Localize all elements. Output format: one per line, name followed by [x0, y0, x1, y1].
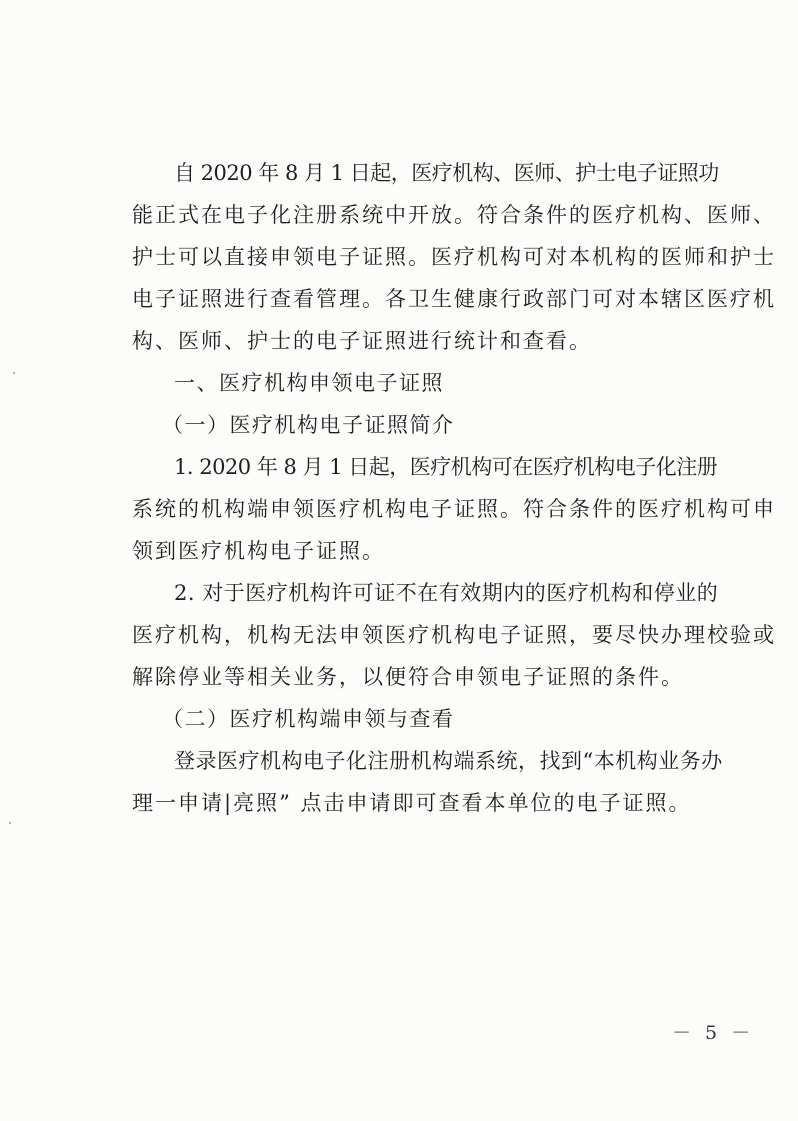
paragraph-line: 1. 2020 年 8 月 1 日起，医疗机构可在医疗机构电子化注册: [174, 455, 718, 479]
subsection-heading: （二）医疗机构端申领与查看: [162, 707, 455, 731]
page-number: － 5 －: [672, 1022, 755, 1044]
paragraph-line: 护士可以直接申领电子证照。医疗机构可对本机构的医师和护士: [132, 245, 776, 269]
paragraph-line: 登录医疗机构电子化注册机构端系统，找到“本机构业务办: [174, 749, 723, 773]
paragraph-line: 构、医师、护士的电子证照进行统计和查看。: [132, 329, 592, 353]
section-heading: 一、医疗机构申领电子证照: [174, 371, 444, 395]
scan-speck: [9, 822, 11, 824]
scan-speck: [13, 372, 15, 374]
subsection-heading: （一）医疗机构电子证照简介: [162, 413, 455, 437]
paragraph-line: 解除停业等相关业务，以便符合申领电子证照的条件。: [132, 665, 684, 689]
paragraph-line: 医疗机构，机构无法申领医疗机构电子证照，要尽快办理校验或: [132, 623, 776, 647]
paragraph-line: 2. 对于医疗机构许可证不在有效期内的医疗机构和停业的: [174, 581, 719, 605]
paragraph-line: 系统的机构端申领医疗机构电子证照。符合条件的医疗机构可申: [132, 497, 776, 521]
paragraph-line: 电子证照进行查看管理。各卫生健康行政部门可对本辖区医疗机: [132, 287, 776, 311]
paragraph-line: 理一申请|亮照” 点击申请即可查看本单位的电子证照。: [132, 791, 692, 815]
paragraph-line: 领到医疗机构电子证照。: [132, 539, 385, 563]
paragraph-line: 自 2020 年 8 月 1 日起，医疗机构、医师、护士电子证照功: [174, 161, 719, 185]
paragraph-line: 能正式在电子化注册系统中开放。符合条件的医疗机构、医师、: [132, 203, 776, 227]
